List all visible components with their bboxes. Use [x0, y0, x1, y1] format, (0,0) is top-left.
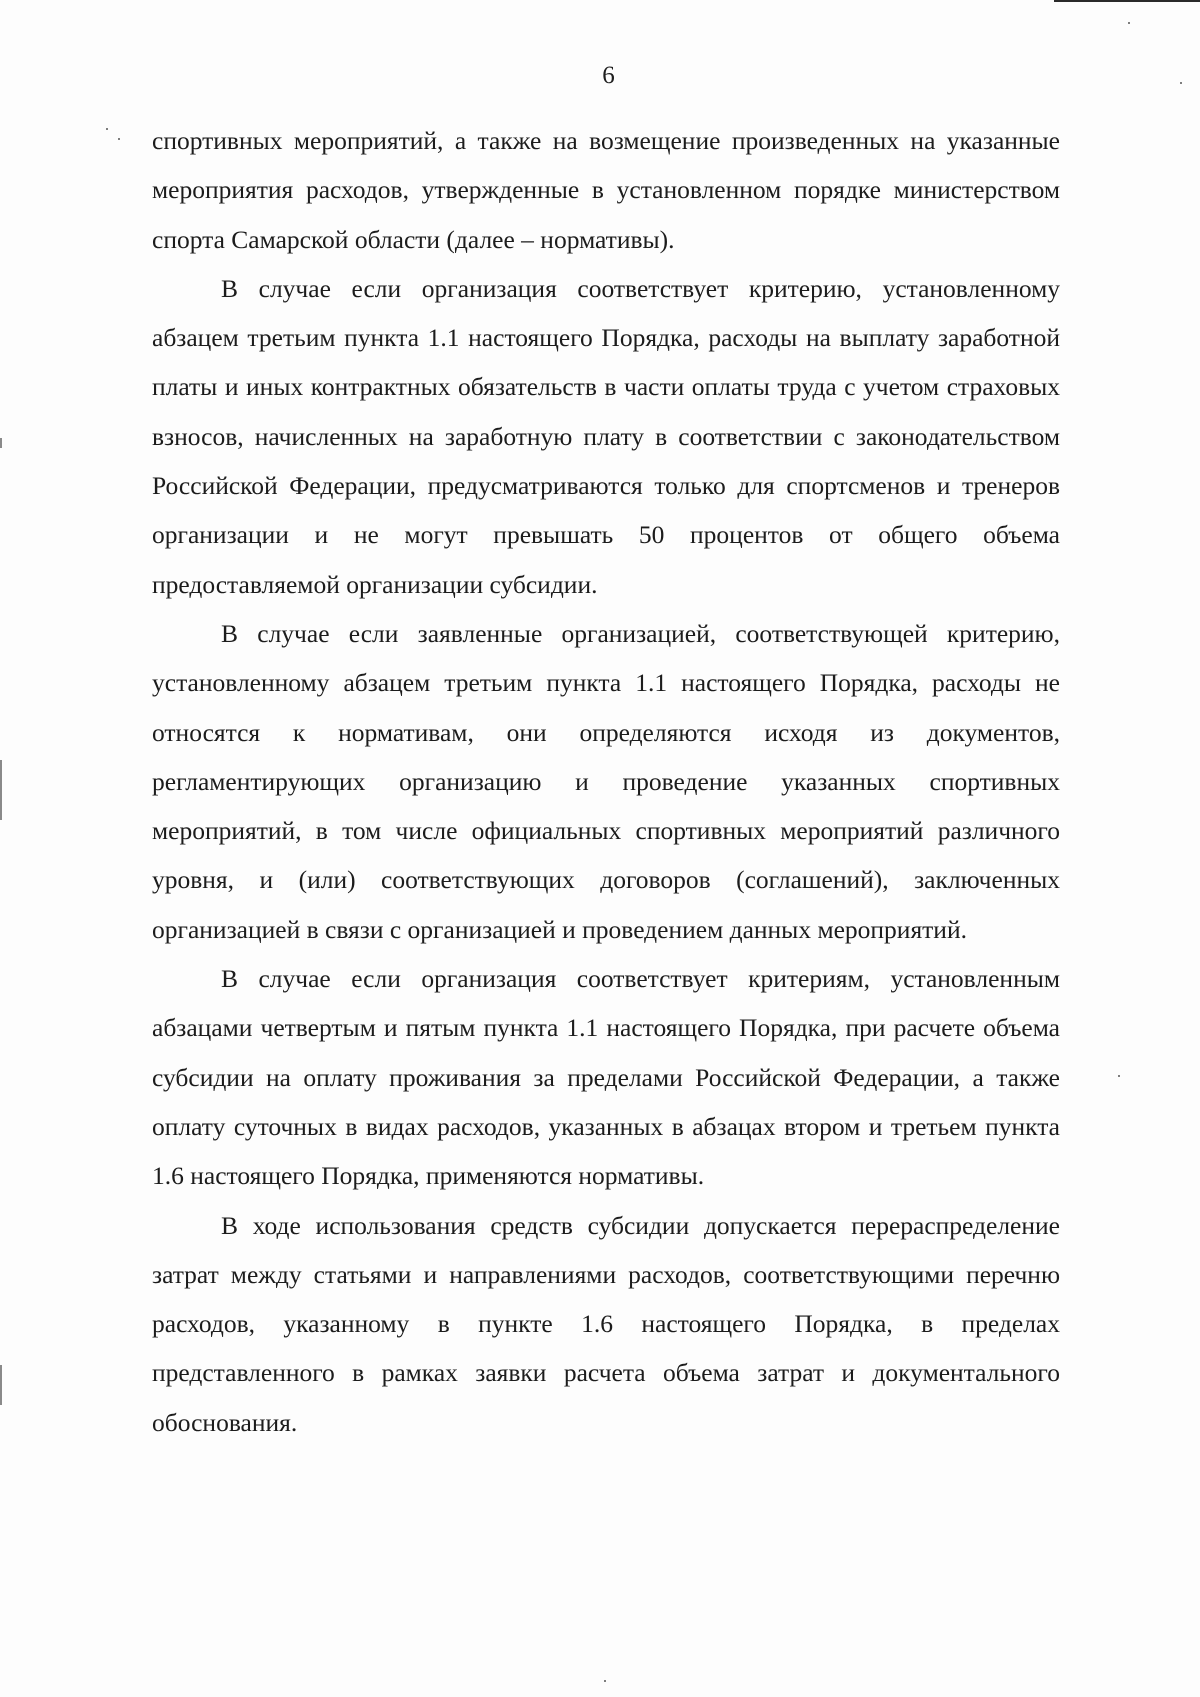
scan-margin-mark [0, 760, 2, 820]
scan-margin-mark [0, 438, 2, 448]
scan-edge-line [1054, 0, 1200, 2]
scan-speck [1128, 22, 1130, 24]
paragraph: В случае если заявленные организацией, соответствующей критерию, установленному абзацем третьим пункта 1.1 настоящего Порядка, расходы не относятся к нормативам, они определяются исходя из документов, регламентирующих организацию и проведение указанных спортивных мероприятий, в том числе официальных спортивных мероприятий различного уровня, и (или) соответствующих договоров (соглашений), заключенных организацией в связи с организацией и проведением данных мероприятий. [152, 618, 1060, 944]
scan-speck [118, 138, 120, 140]
document-body [152, 116, 1060, 1447]
page-number: 6 [602, 62, 615, 89]
scan-speck [604, 1680, 606, 1682]
scan-speck [106, 128, 108, 130]
paragraph-continuation: спортивных мероприятий, а также на возмещение произведенных на указанные мероприятия расходов, утвержденные в установленном порядке министерством спорта Самарской области (далее – нормативы). [152, 126, 1060, 254]
scan-margin-mark [0, 1365, 2, 1405]
paragraph: В случае если организация соответствует критериям, установленным абзацами четвертым и пятым пункта 1.1 настоящего Порядка, при расчете объема субсидии на оплату проживания за пределами Российской Федерации, а также оплату суточных в видах расходов, указанных в абзацах втором и третьем пункта 1.6 настоящего Порядка, применяются нормативы. [152, 964, 1060, 1191]
scan-speck [1118, 1075, 1120, 1077]
paragraph: В случае если организация соответствует критерию, установленному абзацем третьим пункта 1.1 настоящего Порядка, расходы на выплату заработной платы и иных контрактных обязательств в части оплаты труда с учетом страховых взносов, начисленных на заработную плату в соответствии с законодательством Российской Федерации, предусматриваются только для спортсменов и тренеров организации и не могут превышать 50 процентов от общего объема предоставляемой организации субсидии. [152, 273, 1060, 599]
paragraph: В ходе использования средств субсидии допускается перераспределение затрат между статьями и направлениями расходов, соответствующими перечню расходов, указанному в пункте 1.6 настоящего Порядка, в пределах представленного в рамках заявки расчета объема затрат и документального обоснования. [152, 1210, 1060, 1437]
